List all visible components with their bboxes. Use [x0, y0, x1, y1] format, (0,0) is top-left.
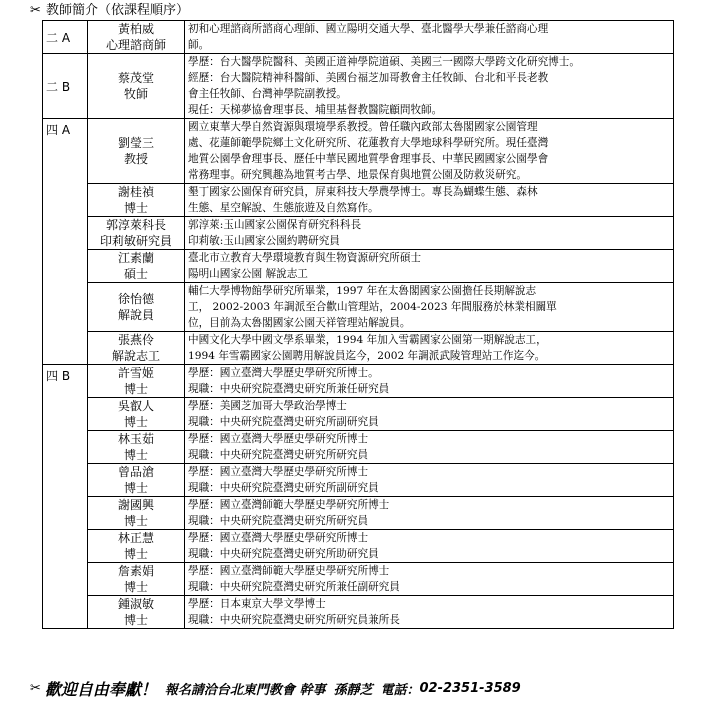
teacher-title: 博士: [123, 514, 148, 528]
scissors-icon: ✂: [30, 680, 41, 696]
bio-line: 地質公園學會理事長、歷任中華民國地質學會理事長、中華民國國家公園學會: [188, 153, 549, 165]
teacher-title: 碩士: [123, 267, 148, 281]
teacher-title: 博士: [123, 580, 148, 594]
bio-line: 處、花蓮師範學院鄉土文化研究所、花蓮教育大學地球科學研究所。現任臺灣: [188, 137, 549, 149]
session-cell: 四 A: [43, 119, 88, 365]
bio-line: 工， 2002-2003 年調派至合歡山管理站，2004-2023 年間服務於林業相關單: [188, 301, 557, 313]
teacher-name-cell: [88, 119, 185, 184]
teacher-title: 博士: [123, 547, 148, 561]
bio-line: 現職：中央研究院臺灣史研究所助研究員: [188, 548, 379, 560]
bio-line: 臺北市立教育大學環境教育與生物資源研究所碩士: [188, 252, 422, 264]
bio-line: 墾丁國家公園保育研究員，屏東科技大學農學博士。專長為蝴蝶生態、森林: [188, 186, 538, 198]
bio-line: 中國文化大學中國文學系畢業，1994 年加入雪霸國家公園第一期解說志工，: [188, 334, 547, 346]
bio-line: 現職：中央研究院臺灣史研究所研究員兼所長: [188, 614, 400, 626]
teacher-name: 黃柏威: [117, 22, 154, 36]
teacher-bio-cell: [185, 283, 674, 332]
teacher-name: 林玉茹: [117, 432, 154, 446]
teacher-title: 博士: [123, 613, 148, 627]
teacher-name-cell: [88, 398, 185, 431]
bio-line: 學歷：國立臺灣大學歷史學研究所博士: [188, 532, 369, 544]
teacher-bio-cell: [185, 54, 674, 119]
teacher-table: [42, 20, 674, 629]
teacher-name-cell: [88, 596, 185, 629]
session-cell: 二 A: [43, 21, 88, 54]
teacher-title: 博士: [123, 415, 148, 429]
teacher-name: 蔡茂堂: [117, 71, 154, 85]
teacher-name: 徐怡德: [117, 292, 154, 306]
teacher-bio-cell: [185, 217, 674, 250]
teacher-title: 解說員: [117, 308, 154, 322]
bio-line: 學歷：國立臺灣大學歷史學研究所博士。: [188, 367, 379, 379]
teacher-title: 博士: [123, 201, 148, 215]
section-title: 教師簡介（依課程順序）: [46, 3, 190, 18]
contact-name: 孫靜芝: [333, 682, 373, 698]
table-row: [43, 119, 674, 184]
teacher-bio-cell: [185, 398, 674, 431]
teacher-bio-cell: [185, 563, 674, 596]
table-row: [43, 332, 674, 365]
teacher-bio-cell: [185, 431, 674, 464]
teacher-title: 牧師: [123, 87, 148, 101]
teacher-name-cell: [88, 563, 185, 596]
bio-line: 生態、星空解說、生態旅遊及自然寫作。: [188, 202, 379, 214]
teacher-name: 詹素娟: [117, 564, 154, 578]
table-row: [43, 54, 674, 119]
bio-line: 現職：中央研究院臺灣史研究所兼任副研究員: [188, 581, 400, 593]
bio-line: 印莉敏:玉山國家公園約聘研究員: [188, 235, 340, 247]
teacher-name-cell: [88, 54, 185, 119]
bio-line: 學歷：美國芝加哥大學政治學博士: [188, 400, 347, 412]
teacher-name-cell: [88, 431, 185, 464]
table-row: [43, 283, 674, 332]
welcome-text: 歡迎自由奉獻！: [44, 679, 157, 699]
bio-line: 輔仁大學博物館學研究所畢業，1997 年在太魯閣國家公園擔任長期解說志: [188, 285, 537, 297]
bio-line: 現職：中央研究院臺灣史研究所兼任研究員: [188, 383, 390, 395]
bio-line: 學歷：日本東京大學文學博士: [188, 598, 326, 610]
teacher-name-cell: [88, 250, 185, 283]
bio-line: 常務理事。研究興趣為地質考古學、地景保育與地質公園及防救災研究。: [188, 169, 527, 181]
teacher-title: 博士: [123, 448, 148, 462]
teacher-name-cell: [88, 217, 185, 250]
phone-number: 02-2351-3589: [419, 680, 521, 696]
teacher-name-cell: [88, 464, 185, 497]
teacher-title: 博士: [123, 481, 148, 495]
teacher-name-cell: [88, 21, 185, 54]
table-row: [43, 184, 674, 217]
teacher-bio-cell: [185, 464, 674, 497]
bio-line: 師。: [188, 39, 210, 51]
bio-line: 學歷：國立臺灣師範大學歷史學研究所博士: [188, 565, 390, 577]
table-row: [43, 563, 674, 596]
teacher-title: 印莉敏研究員: [99, 234, 172, 248]
teacher-bio-cell: [185, 250, 674, 283]
section-header: [30, 2, 189, 20]
table-row: [43, 497, 674, 530]
session-cell: 四 B: [43, 365, 88, 629]
bio-line: 現職：中央研究院臺灣史研究所研究員: [188, 515, 369, 527]
phone-label: 電話：: [380, 682, 420, 698]
teacher-name-cell: [88, 365, 185, 398]
teacher-bio-cell: [185, 365, 674, 398]
teacher-name: 張燕伶: [117, 333, 154, 347]
table-row: [43, 217, 674, 250]
teacher-name-cell: [88, 283, 185, 332]
signup-text: 報名請洽台北東門教會 幹事: [164, 682, 326, 698]
table-row: [43, 365, 674, 398]
bio-line: 學歷：國立臺灣大學歷史學研究所博士: [188, 466, 369, 478]
bio-line: 經歷：台大醫院精神科醫師、美國台福芝加哥教會主任牧師、台北和平長老教: [188, 72, 549, 84]
teacher-bio-cell: [185, 119, 674, 184]
bio-line: 國立東華大學自然資源與環境學系教授。曾任職內政部太魯閣國家公園管理: [188, 121, 538, 133]
teacher-title: 教授: [123, 152, 148, 166]
teacher-bio-cell: [185, 530, 674, 563]
teacher-name: 吳叡人: [117, 399, 154, 413]
teacher-name: 郭淳萊科長: [105, 218, 166, 232]
bio-line: 初和心理諮商所諮商心理師、國立陽明交通大學、臺北醫學大學兼任諮商心理: [188, 23, 549, 35]
table-row: [43, 21, 674, 54]
teacher-name-cell: [88, 184, 185, 217]
bio-line: 現職：中央研究院臺灣史研究所研究員: [188, 449, 369, 461]
teacher-name: 謝桂禎: [117, 185, 154, 199]
teacher-title: 解說志工: [111, 349, 160, 363]
table-row: [43, 431, 674, 464]
bio-line: 會主任牧師、台灣神學院副教授。: [188, 88, 347, 100]
teacher-name: 許雪姬: [117, 366, 154, 380]
teacher-name-cell: [88, 497, 185, 530]
session-cell: 二 B: [43, 54, 88, 119]
teacher-bio-cell: [185, 332, 674, 365]
bio-line: 現職：中央研究院臺灣史研究所副研究員: [188, 416, 379, 428]
teacher-name-cell: [88, 332, 185, 365]
bio-line: 陽明山國家公園 解說志工: [188, 268, 308, 280]
bio-line: 位，目前為太魯閣國家公園天祥管理站解說員。: [188, 317, 411, 329]
teacher-name: 江素蘭: [117, 251, 154, 265]
teacher-bio-cell: [185, 596, 674, 629]
teacher-name: 鍾淑敏: [117, 597, 154, 611]
table-row: [43, 530, 674, 563]
teacher-title: 心理諮商師: [105, 38, 166, 52]
bio-line: 學歷：國立臺灣大學歷史學研究所博士: [188, 433, 369, 445]
table-row: [43, 250, 674, 283]
bio-line: 郭淳萊:玉山國家公園保育研究科科長: [188, 219, 362, 231]
bio-line: 1994 年雪霸國家公園聘用解說員迄今，2002 年調派武陵管理站工作迄今。: [188, 350, 546, 362]
table-row: [43, 596, 674, 629]
bio-line: 學歷：台大醫學院醫科、美國正道神學院道碩、美國三一國際大學跨文化研究博士。: [188, 56, 580, 68]
bio-line: 學歷：國立臺灣師範大學歷史學研究所博士: [188, 499, 390, 511]
scissors-icon: ✂: [30, 3, 41, 18]
teacher-name: 謝國興: [117, 498, 154, 512]
footer: [30, 677, 529, 699]
teacher-bio-cell: [185, 184, 674, 217]
teacher-bio-cell: [185, 497, 674, 530]
table-row: [43, 464, 674, 497]
bio-line: 現任：天梯夢協會理事長、埔里基督教醫院顧問牧師。: [188, 104, 443, 116]
table-row: [43, 398, 674, 431]
teacher-name-cell: [88, 530, 185, 563]
teacher-name: 林正慧: [117, 531, 154, 545]
teacher-bio-cell: [185, 21, 674, 54]
teacher-name: 曾品滄: [117, 465, 154, 479]
bio-line: 現職：中央研究院臺灣史研究所副研究員: [188, 482, 379, 494]
teacher-name: 劉瑩三: [117, 136, 154, 150]
teacher-title: 博士: [123, 382, 148, 396]
